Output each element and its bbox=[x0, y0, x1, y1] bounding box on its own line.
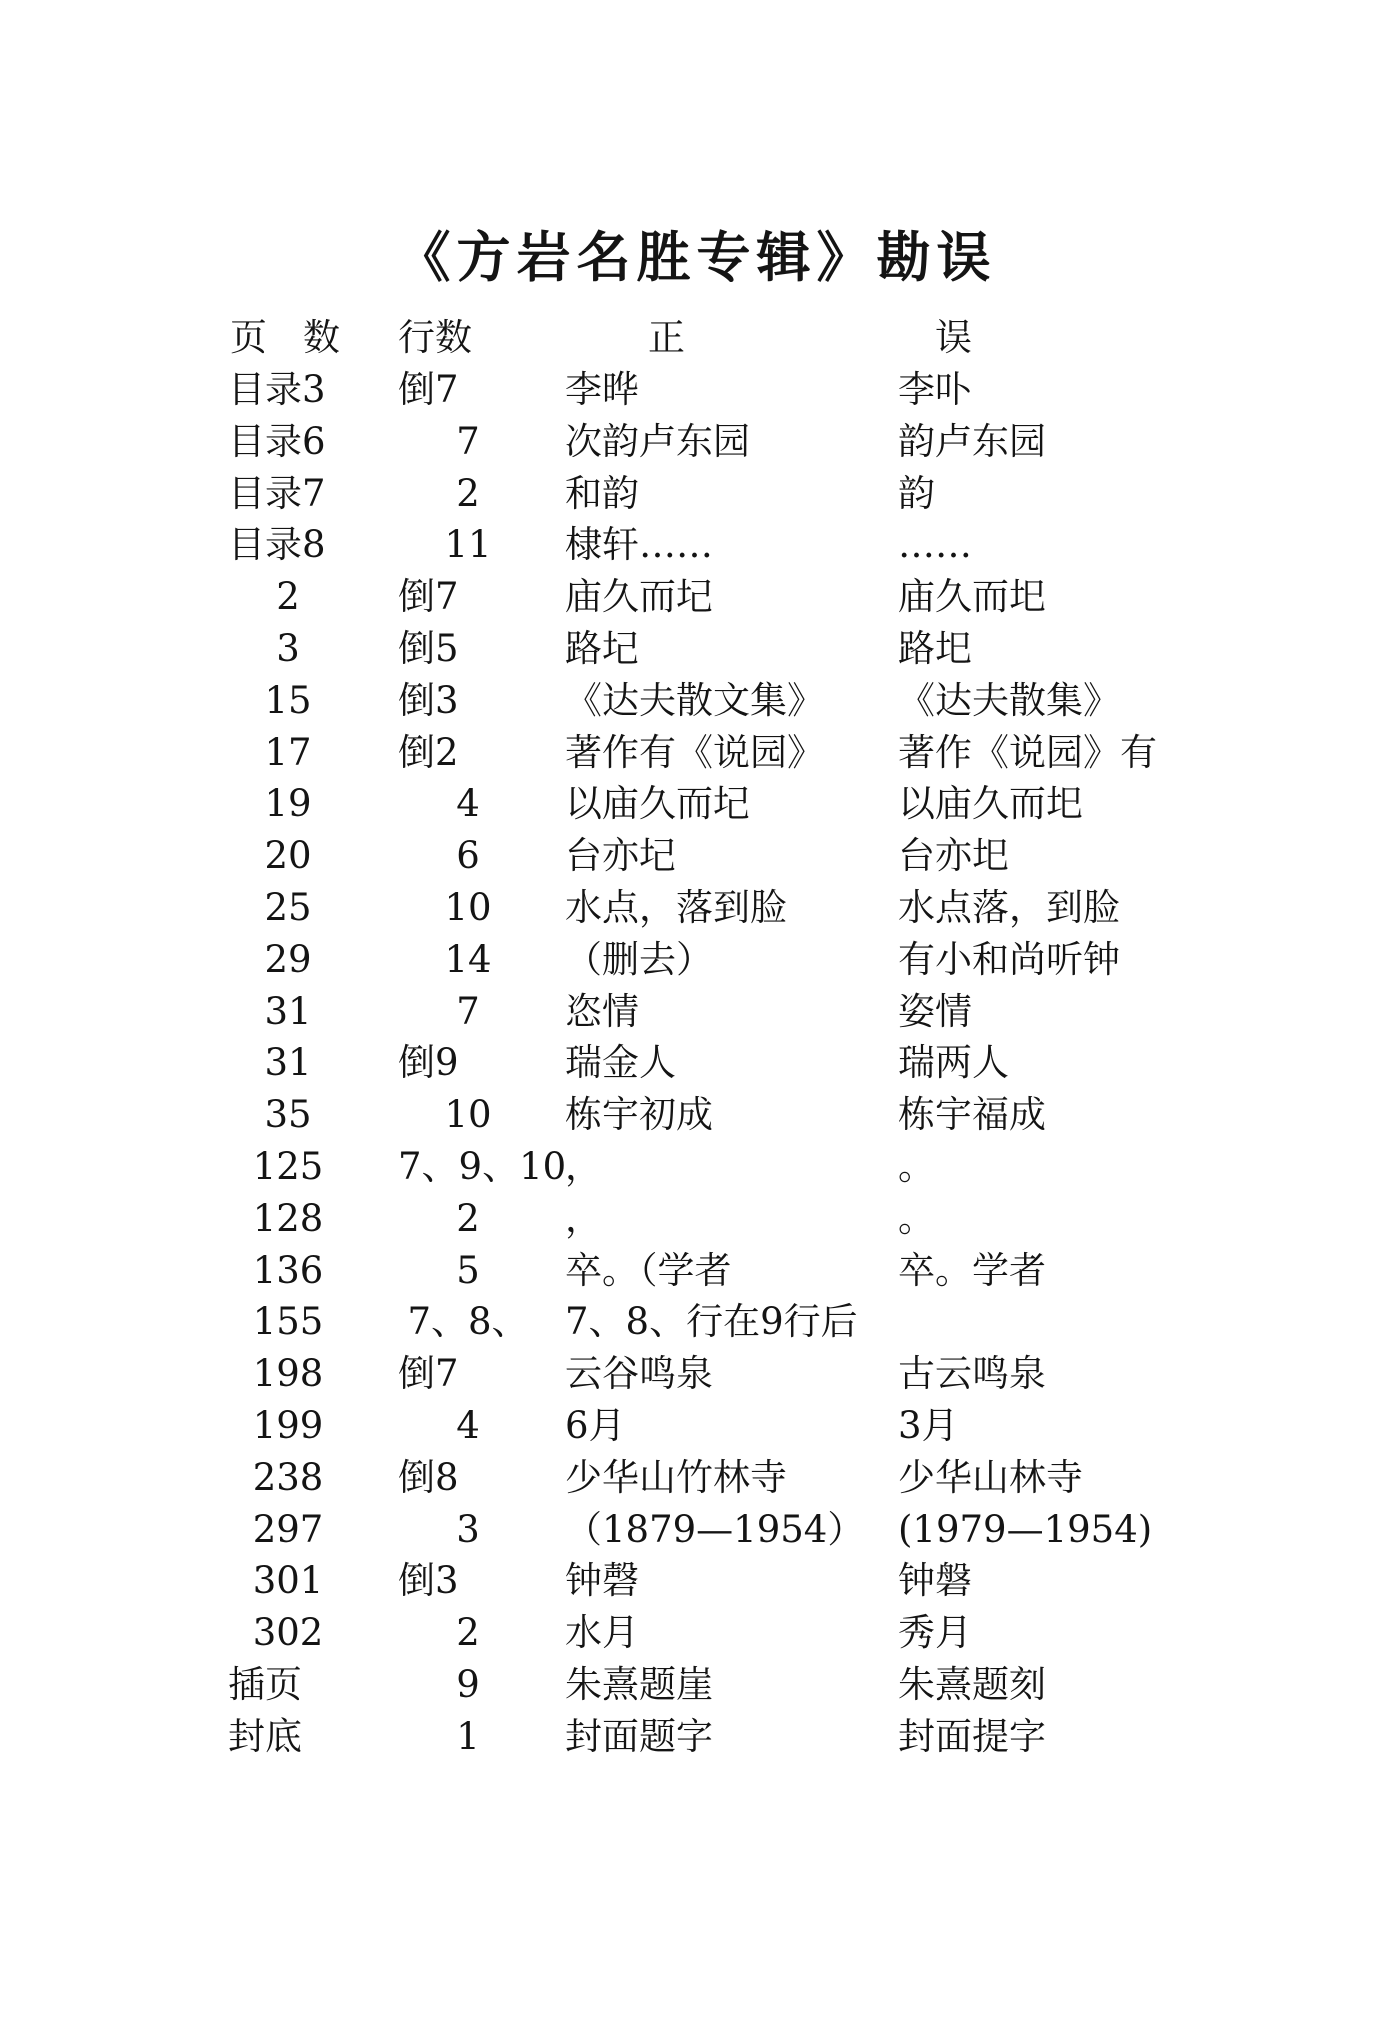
table-row bbox=[0, 623, 1393, 675]
cell-line: 倒3 bbox=[398, 679, 459, 722]
cell-line: 倒5 bbox=[398, 627, 459, 670]
cell-correct: 水月 bbox=[565, 1611, 639, 1654]
cell-correct: 庙久而圮 bbox=[565, 575, 713, 618]
header-line: 行数 bbox=[398, 316, 472, 359]
cell-page: 目录7 bbox=[228, 472, 326, 515]
cell-page: 31 bbox=[264, 1041, 312, 1084]
cell-wrong: 。 bbox=[898, 1197, 935, 1240]
table-row bbox=[0, 571, 1393, 623]
cell-page: 198 bbox=[252, 1352, 324, 1395]
table-row bbox=[0, 1193, 1393, 1245]
cell-page: 31 bbox=[264, 990, 312, 1033]
cell-line: 倒2 bbox=[398, 731, 459, 774]
cell-correct: 钟磬 bbox=[565, 1559, 639, 1602]
cell-page: 插页 bbox=[228, 1663, 302, 1706]
cell-line: 9 bbox=[456, 1663, 480, 1706]
cell-wrong: 封面提字 bbox=[898, 1715, 1046, 1758]
cell-line: 14 bbox=[444, 938, 492, 981]
cell-correct: 恣情 bbox=[565, 990, 639, 1033]
cell-line: 7、8、 bbox=[407, 1300, 529, 1343]
cell-wrong: 韵 bbox=[898, 472, 935, 515]
table-row bbox=[0, 1348, 1393, 1400]
table-row bbox=[0, 1296, 1393, 1348]
cell-wrong: 台亦圯 bbox=[898, 834, 1009, 877]
table-row bbox=[0, 1504, 1393, 1556]
cell-page: 目录8 bbox=[228, 523, 326, 566]
cell-wrong: 李卟 bbox=[898, 368, 972, 411]
cell-correct: 封面题字 bbox=[565, 1715, 713, 1758]
cell-line: 倒3 bbox=[398, 1559, 459, 1602]
cell-page: 19 bbox=[264, 782, 312, 825]
cell-page: 目录6 bbox=[228, 420, 326, 463]
cell-wrong: 。 bbox=[898, 1145, 935, 1188]
cell-correct: 路圮 bbox=[565, 627, 639, 670]
cell-wrong: 著作《说园》有 bbox=[898, 731, 1157, 774]
cell-line: 7、9、10 bbox=[398, 1145, 567, 1188]
cell-wrong: 庙久而圯 bbox=[898, 575, 1046, 618]
cell-line: 4 bbox=[456, 1404, 480, 1447]
cell-page: 3 bbox=[276, 627, 300, 670]
cell-correct: 《达夫散文集》 bbox=[565, 679, 824, 722]
page-title: 《方岩名胜专辑》勘误 bbox=[396, 225, 997, 289]
cell-correct: 著作有《说园》 bbox=[565, 731, 824, 774]
table-row bbox=[0, 1659, 1393, 1711]
cell-page: 155 bbox=[252, 1300, 324, 1343]
cell-wrong: 水点落，到脸 bbox=[898, 886, 1120, 929]
cell-page: 125 bbox=[252, 1145, 324, 1188]
cell-wrong: 少华山林寺 bbox=[898, 1456, 1083, 1499]
table-header bbox=[0, 312, 1393, 364]
table-row bbox=[0, 830, 1393, 882]
cell-page: 35 bbox=[264, 1093, 312, 1136]
cell-page: 目录3 bbox=[228, 368, 326, 411]
cell-line: 10 bbox=[444, 886, 492, 929]
cell-wrong: 卒。学者 bbox=[898, 1249, 1046, 1292]
cell-page: 20 bbox=[264, 834, 312, 877]
cell-correct: 台亦圮 bbox=[565, 834, 676, 877]
cell-page: 128 bbox=[252, 1197, 324, 1240]
table-row bbox=[0, 1400, 1393, 1452]
cell-wrong: 秀月 bbox=[898, 1611, 972, 1654]
cell-line: 2 bbox=[456, 472, 480, 515]
cell-correct: 朱熹题崖 bbox=[565, 1663, 713, 1706]
cell-correct: 李晔 bbox=[565, 368, 639, 411]
cell-line: 10 bbox=[444, 1093, 492, 1136]
cell-page: 297 bbox=[252, 1508, 324, 1551]
table-row bbox=[0, 1037, 1393, 1089]
cell-correct: 和韵 bbox=[565, 472, 639, 515]
header-page: 页数 bbox=[230, 316, 376, 359]
cell-line: 倒7 bbox=[398, 575, 459, 618]
cell-wrong: 朱熹题刻 bbox=[898, 1663, 1046, 1706]
cell-page: 15 bbox=[264, 679, 312, 722]
cell-line: 7 bbox=[456, 420, 480, 463]
cell-line: 2 bbox=[456, 1197, 480, 1240]
cell-page: 封底 bbox=[228, 1715, 302, 1758]
header-correct: 正 bbox=[648, 316, 685, 359]
cell-wrong: 3月 bbox=[898, 1404, 959, 1447]
table-row bbox=[0, 1089, 1393, 1141]
table-row bbox=[0, 1141, 1393, 1193]
cell-correct: 7、8、行在9行后 bbox=[565, 1300, 858, 1343]
cell-correct: ， bbox=[565, 1197, 602, 1240]
cell-wrong: (1979—1954) bbox=[898, 1508, 1153, 1551]
cell-correct: 棣轩…… bbox=[565, 523, 713, 566]
cell-page: 302 bbox=[252, 1611, 324, 1654]
table-row bbox=[0, 416, 1393, 468]
cell-correct: （删去） bbox=[565, 938, 713, 981]
cell-line: 倒7 bbox=[398, 1352, 459, 1395]
table-row bbox=[0, 364, 1393, 416]
cell-wrong: 姿情 bbox=[898, 990, 972, 1033]
cell-line: 7 bbox=[456, 990, 480, 1033]
table-row bbox=[0, 1711, 1393, 1763]
cell-line: 4 bbox=[456, 782, 480, 825]
cell-line: 倒7 bbox=[398, 368, 459, 411]
table-row bbox=[0, 675, 1393, 727]
cell-line: 倒9 bbox=[398, 1041, 459, 1084]
cell-wrong: 《达夫散集》 bbox=[898, 679, 1120, 722]
cell-line: 6 bbox=[456, 834, 480, 877]
cell-correct: 次韵卢东园 bbox=[565, 420, 750, 463]
table-row bbox=[0, 986, 1393, 1038]
cell-correct: 瑞金人 bbox=[565, 1041, 676, 1084]
cell-wrong: 钟磐 bbox=[898, 1559, 972, 1602]
cell-correct: 栋宇初成 bbox=[565, 1093, 713, 1136]
cell-page: 136 bbox=[252, 1249, 324, 1292]
cell-wrong: 栋宇福成 bbox=[898, 1093, 1046, 1136]
cell-line: 3 bbox=[456, 1508, 480, 1551]
cell-page: 17 bbox=[264, 731, 312, 774]
table-row bbox=[0, 882, 1393, 934]
cell-wrong: 古云鸣泉 bbox=[898, 1352, 1046, 1395]
cell-wrong: 以庙久而圯 bbox=[898, 782, 1083, 825]
table-row bbox=[0, 519, 1393, 571]
cell-line: 2 bbox=[456, 1611, 480, 1654]
table-row bbox=[0, 1245, 1393, 1297]
cell-line: 1 bbox=[456, 1715, 480, 1758]
table-row bbox=[0, 1607, 1393, 1659]
cell-wrong: 瑞两人 bbox=[898, 1041, 1009, 1084]
cell-wrong: 有小和尚听钟 bbox=[898, 938, 1120, 981]
table-row bbox=[0, 727, 1393, 779]
cell-page: 29 bbox=[264, 938, 312, 981]
table-row bbox=[0, 778, 1393, 830]
cell-wrong: 路圯 bbox=[898, 627, 972, 670]
cell-page: 2 bbox=[276, 575, 300, 618]
cell-correct: 6月 bbox=[565, 1404, 626, 1447]
cell-line: 倒8 bbox=[398, 1456, 459, 1499]
cell-wrong: 韵卢东园 bbox=[898, 420, 1046, 463]
cell-correct: 云谷鸣泉 bbox=[565, 1352, 713, 1395]
cell-page: 25 bbox=[264, 886, 312, 929]
table-row bbox=[0, 1452, 1393, 1504]
table-row bbox=[0, 468, 1393, 520]
cell-wrong: …… bbox=[898, 523, 972, 566]
cell-correct: ， bbox=[565, 1145, 602, 1188]
cell-line: 11 bbox=[444, 523, 492, 566]
cell-page: 238 bbox=[252, 1456, 324, 1499]
table-row bbox=[0, 1555, 1393, 1607]
cell-correct: 以庙久而圮 bbox=[565, 782, 750, 825]
cell-page: 301 bbox=[252, 1559, 324, 1602]
cell-correct: 卒。（学者 bbox=[565, 1249, 732, 1292]
cell-correct: （1879—1954） bbox=[565, 1508, 865, 1551]
header-wrong: 误 bbox=[935, 316, 972, 359]
cell-correct: 少华山竹林寺 bbox=[565, 1456, 787, 1499]
cell-correct: 水点，落到脸 bbox=[565, 886, 787, 929]
cell-page: 199 bbox=[252, 1404, 324, 1447]
table-row bbox=[0, 934, 1393, 986]
cell-line: 5 bbox=[456, 1249, 480, 1292]
